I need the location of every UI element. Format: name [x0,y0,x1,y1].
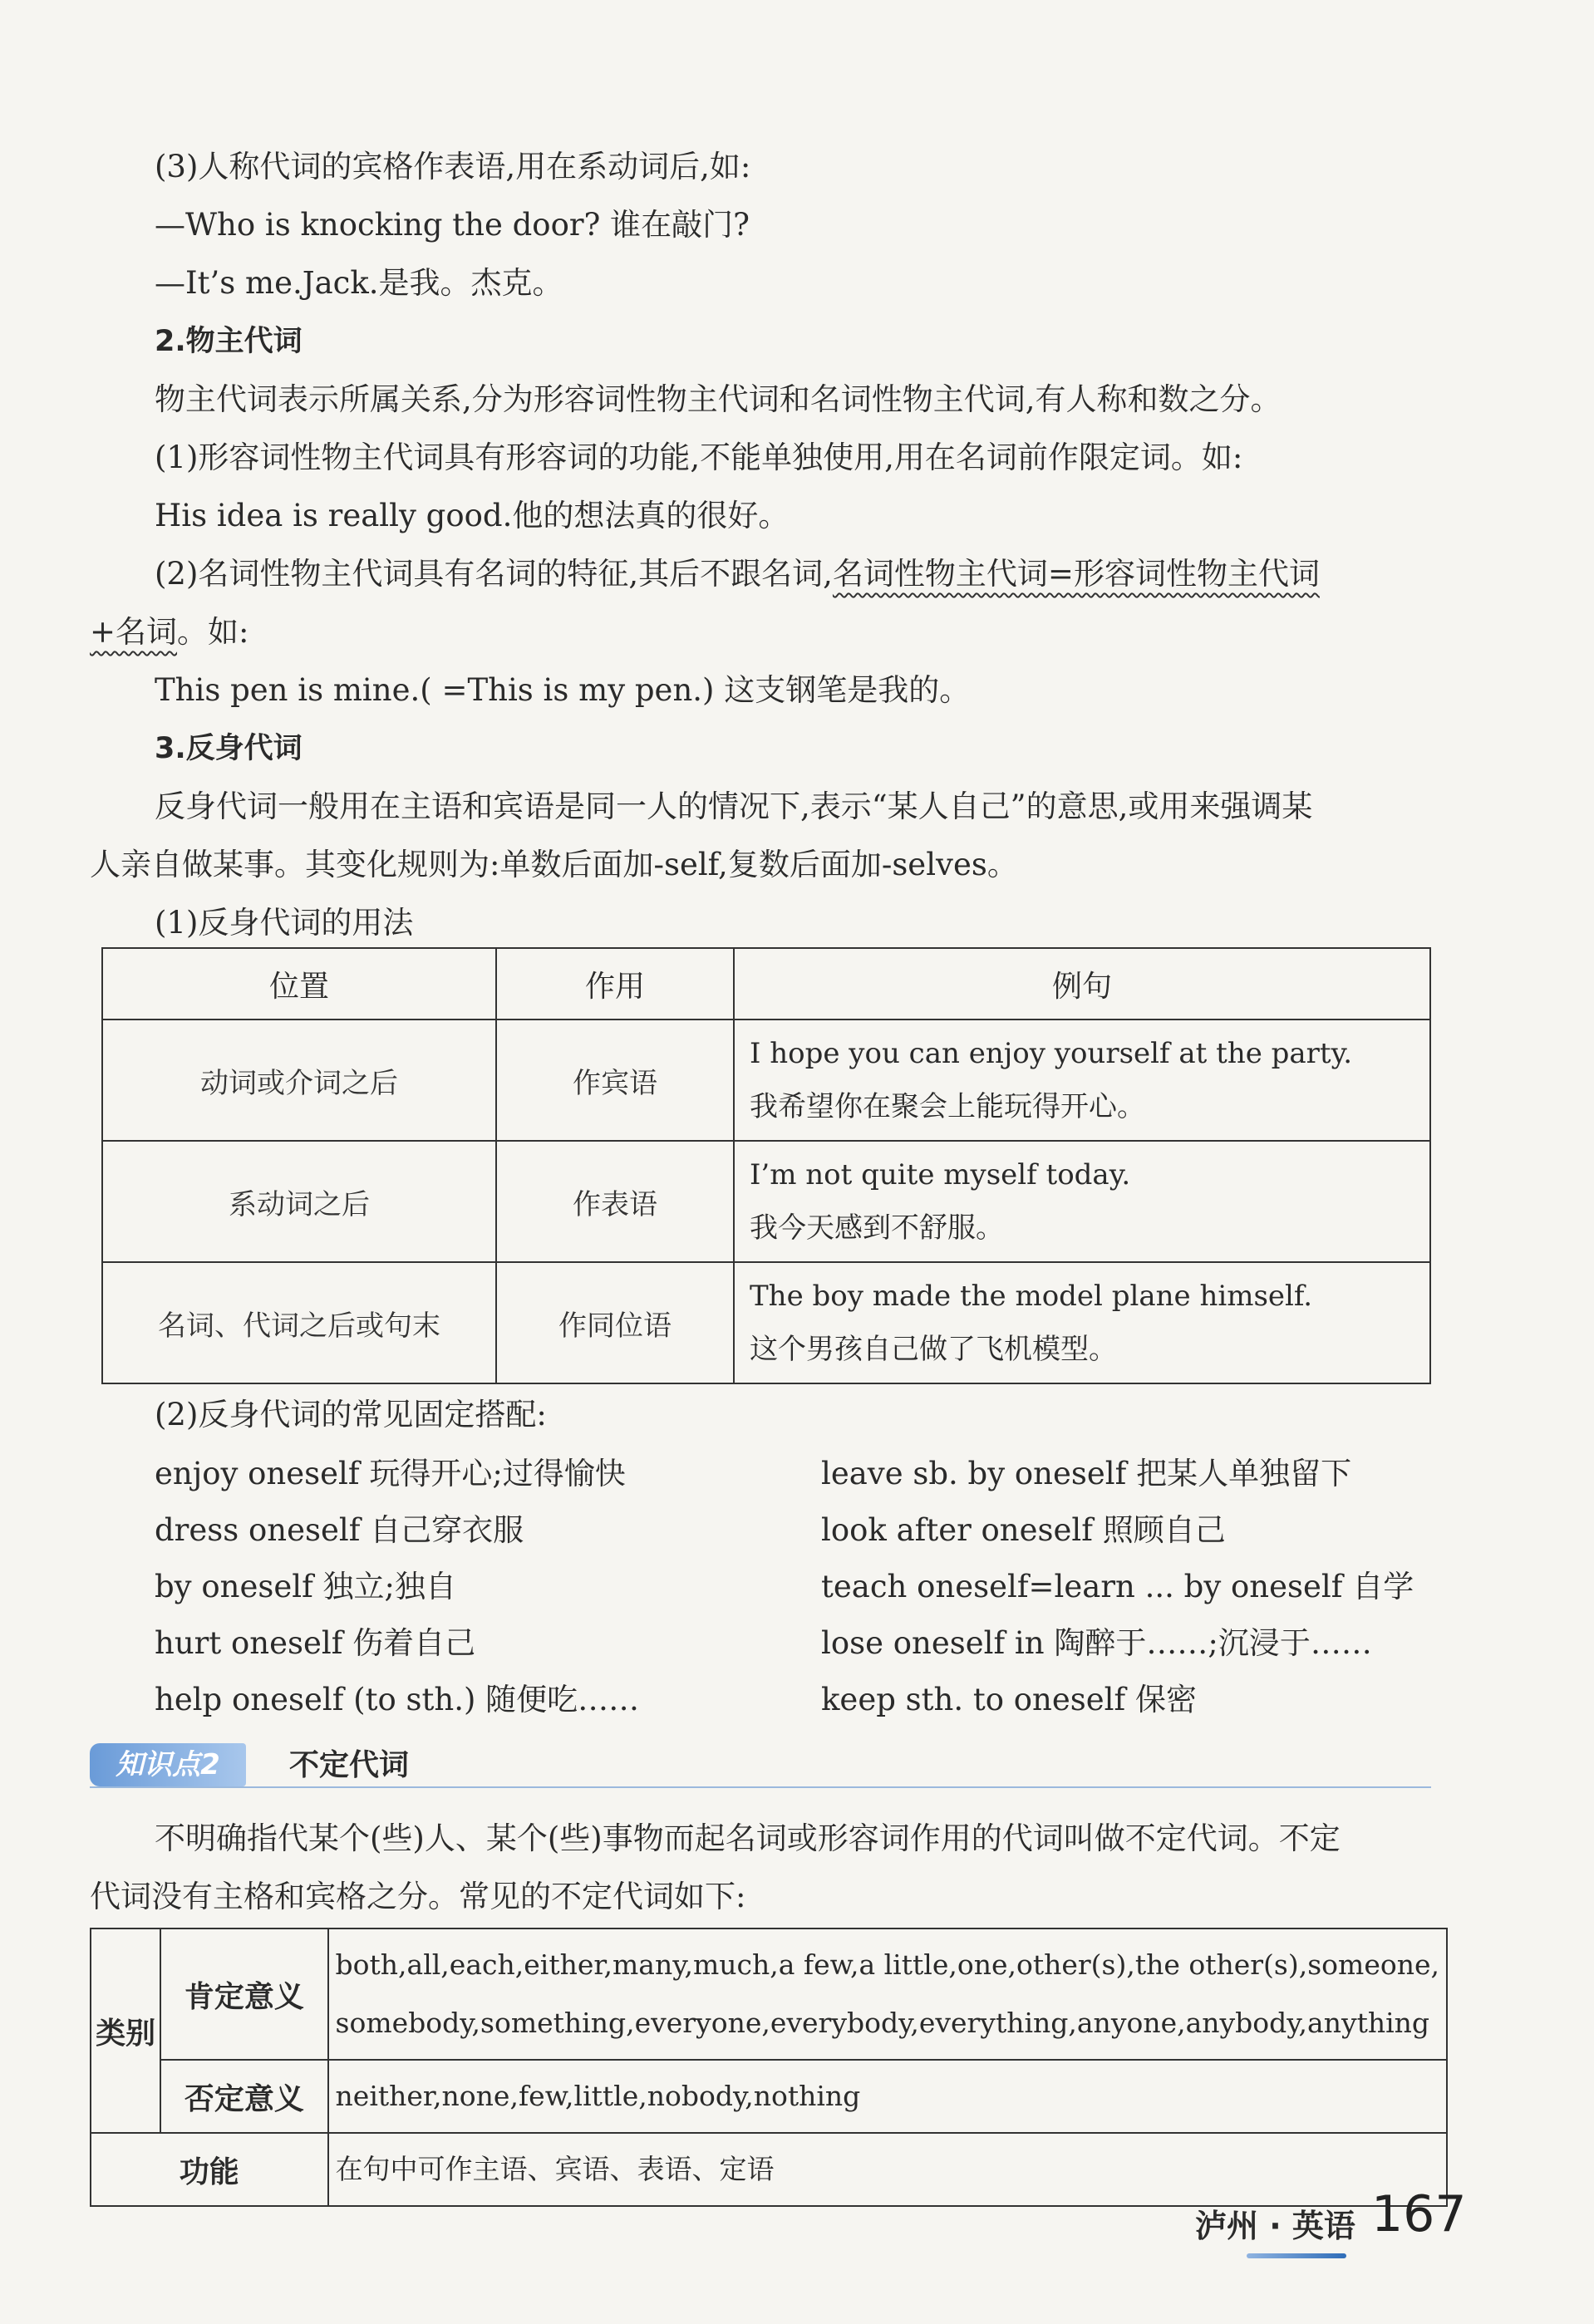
example-chinese: 我今天感到不舒服。 [750,1211,1004,1245]
cell-negative-words: neither,none,few,little,nobody,nothing [328,2060,1447,2133]
para-nominal-possessive-tail: 。如: [177,614,249,650]
table-header-example: 例句 [734,948,1430,1020]
example-who-knocking: —Who is knocking the door? 谁在敲门? [155,207,750,243]
cell-role: 作宾语 [496,1020,734,1141]
indefinite-pronoun-table [90,1928,1448,2207]
list-item: keep sth. to oneself 保密 [821,1682,1197,1717]
example-english: I’m not quite myself today. [750,1158,1131,1191]
page-number: 167 [1371,2185,1467,2243]
list-item: help oneself (to sth.) 随便吃…… [155,1682,640,1717]
wavy-underlined-formula: 名词性物主代词=形容词性物主代词 [832,556,1320,592]
cell-function-label: 功能 [91,2133,328,2206]
para-possessive-intro: 物主代词表示所属关系,分为形容词性物主代词和名词性物主代词,有人称和数之分。 [155,381,1282,417]
para-nominal-possessive-text: (2)名词性物主代词具有名词的特征,其后不跟名词, [155,556,833,592]
example-chinese: 这个男孩自己做了飞机模型。 [750,1333,1117,1366]
para-reflexive-rule: 人亲自做某事。其变化规则为:单数后面加-self,复数后面加-selves。 [90,847,1018,882]
knowledge-point-tag: 知识点2 [90,1743,246,1786]
reflexive-usage-table [101,947,1431,1384]
cell-role: 作表语 [496,1141,734,1262]
footer-label: 泸州 · 英语 [1195,2208,1355,2244]
list-item: leave sb. by oneself 把某人单独留下 [821,1456,1352,1491]
cell-example [734,1141,1430,1262]
cell-example [734,1262,1430,1383]
list-item: look after oneself 照顾自己 [821,1512,1226,1548]
list-item: hurt oneself 伤着自己 [155,1625,476,1661]
para-nominal-possessive [155,545,1320,603]
list-item: by oneself 独立;独自 [155,1569,456,1604]
positive-words-line-1: both,all,each,either,many,much,a few,a little,one,other(s),the other(s),someone, [335,1948,1439,1981]
list-item: enjoy oneself 玩得开心;过得愉快 [155,1456,626,1491]
table-row [102,1262,1430,1383]
footer-decoration [1247,2253,1346,2258]
cell-position: 名词、代词之后或句末 [102,1262,496,1383]
cell-category: 类别 [91,1928,160,2133]
collocations-left [155,1446,639,1728]
cell-position: 系动词之后 [102,1141,496,1262]
example-english: I hope you can enjoy yourself at the party. [750,1037,1353,1070]
para-nominal-possessive-cont [90,603,248,661]
wavy-underlined-noun: +名词 [90,614,178,650]
table-row [102,1020,1430,1141]
cell-position: 动词或介词之后 [102,1020,496,1141]
para-reflexive-intro: 反身代词一般用在主语和宾语是同一人的情况下,表示“某人自己”的意思,或用来强调某 [155,789,1313,824]
positive-words-line-2: somebody,something,everyone,everybody,everything,anyone,anybody,anything [335,2007,1430,2039]
list-item: dress oneself 自己穿衣服 [155,1512,524,1548]
example-this-pen: This pen is mine.( =This is my pen.) 这支钢笔是我的。 [155,672,971,708]
cell-role: 作同位语 [496,1262,734,1383]
subheading-reflexive-usage: (1)反身代词的用法 [155,905,414,941]
table-row [102,1141,1430,1262]
cell-positive-words [328,1928,1447,2060]
heading-possessive-pronoun: 2.物主代词 [155,325,303,358]
heading-reflexive-pronoun: 3.反身代词 [155,732,303,765]
collocations-right [821,1446,1414,1728]
para-indefinite-list-intro: 代词没有主格和宾格之分。常见的不定代词如下: [90,1879,746,1914]
section-divider [90,1786,1431,1788]
cell-positive-label: 肯定意义 [160,1928,327,2060]
subheading-fixed-collocations: (2)反身代词的常见固定搭配: [155,1397,547,1432]
cell-negative-label: 否定意义 [160,2060,327,2133]
example-english: The boy made the model plane himself. [750,1280,1313,1313]
list-item: teach oneself=learn ... by oneself 自学 [821,1569,1414,1604]
example-its-me: —It’s me.Jack.是我。杰克。 [155,265,563,301]
table-header-role: 作用 [496,948,734,1020]
example-chinese: 我希望你在聚会上能玩得开心。 [750,1090,1145,1123]
example-his-idea: His idea is really good.他的想法真的很好。 [155,498,790,533]
para-pronoun-predicative: (3)人称代词的宾格作表语,用在系动词后,如: [155,149,751,184]
para-adjective-possessive: (1)形容词性物主代词具有形容词的功能,不能单独使用,用在名词前作限定词。如: [155,440,1243,475]
table-header-position: 位置 [102,948,496,1020]
para-indefinite-intro: 不明确指代某个(些)人、某个(些)事物而起名词或形容词作用的代词叫做不定代词。不定 [155,1820,1341,1856]
list-item: lose oneself in 陶醉于……;沉浸于…… [821,1625,1372,1661]
cell-example [734,1020,1430,1141]
cell-function-text: 在句中可作主语、宾语、表语、定语 [328,2133,1447,2206]
knowledge-point-title: 不定代词 [289,1748,410,1782]
